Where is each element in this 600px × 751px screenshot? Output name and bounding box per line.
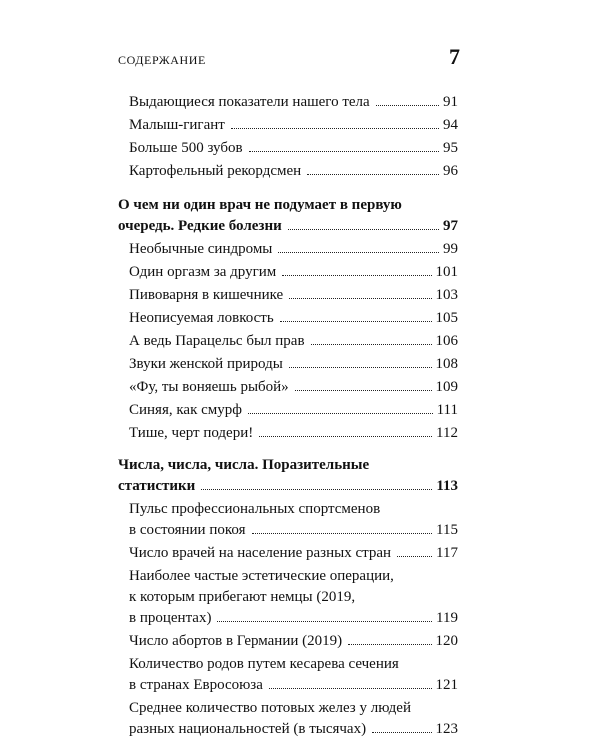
dot-leader	[201, 489, 432, 490]
dot-leader	[311, 344, 432, 345]
dot-leader	[307, 174, 439, 175]
toc-entry-row	[118, 476, 458, 497]
dot-leader	[397, 556, 432, 557]
toc-entry-row	[129, 377, 458, 398]
toc-entry-page: 101	[435, 264, 458, 280]
toc-entry	[118, 115, 458, 136]
dot-leader	[248, 413, 433, 414]
dot-leader	[376, 105, 439, 106]
toc-entry-page: 121	[435, 677, 458, 693]
toc-entry-title: Картофельный рекордсмен	[129, 163, 302, 179]
toc-entry-page: 94	[443, 117, 458, 133]
toc-entry-page: 106	[435, 333, 458, 349]
toc-section-rare-diseases	[118, 195, 458, 444]
toc-entry-page: 105	[435, 310, 458, 326]
dot-leader	[289, 367, 432, 368]
toc-entry-title: разных национальностей (в тысячах)	[129, 721, 367, 737]
toc-entry-page: 108	[435, 356, 458, 372]
dot-leader	[269, 688, 432, 689]
toc-entry-title: Один оргазм за другим	[129, 264, 277, 280]
toc-entry-row	[129, 543, 458, 564]
toc-entry	[118, 285, 458, 306]
toc-entry-page: 111	[436, 402, 458, 418]
section-title	[118, 455, 458, 497]
toc-entry-title: Выдающиеся показатели нашего тела	[129, 94, 370, 110]
toc-entry-row	[129, 423, 458, 444]
toc-entry-page: 109	[435, 379, 458, 395]
toc-entry-title: очередь. Редкие болезни	[118, 218, 282, 234]
toc-entry-page: 120	[435, 633, 458, 649]
toc-entry-title: Синяя, как смурф	[129, 402, 242, 418]
toc-entry-title: Число врачей на население разных стран	[129, 545, 392, 561]
toc-entry-title: в процентах)	[129, 610, 212, 626]
running-header-title: СОДЕРЖАНИЕ	[118, 53, 206, 67]
toc-entry-row	[129, 675, 458, 696]
toc-entry-line: Количество родов путем кесарева сечения	[129, 656, 399, 672]
toc-entry-page: 123	[435, 721, 458, 737]
toc-entry-title: Малыш-гигант	[129, 117, 225, 133]
toc-entry	[118, 698, 458, 740]
toc-entry	[118, 377, 458, 398]
dot-leader	[278, 252, 439, 253]
toc-entry-row	[129, 331, 458, 352]
toc-entry-title: в странах Евросоюза	[129, 677, 263, 693]
toc-entry-page: 91	[443, 94, 458, 110]
toc-entry	[118, 400, 458, 421]
toc-entry-page: 115	[436, 522, 458, 538]
toc-entry	[118, 499, 458, 541]
toc-entry-row	[129, 92, 458, 113]
dot-leader	[282, 275, 431, 276]
toc-entry-line: Числа, числа, числа. Поразительные	[118, 457, 370, 473]
toc-entry-page: 119	[436, 610, 458, 626]
toc-entry-row	[129, 115, 458, 136]
toc-group-main	[118, 92, 458, 182]
toc-entry	[118, 161, 458, 182]
toc-entry-title: Число абортов в Германии (2019)	[129, 633, 343, 649]
toc-entry-page: 112	[436, 425, 458, 441]
dot-leader	[295, 390, 432, 391]
toc-entry-page: 103	[435, 287, 458, 303]
dot-leader	[217, 621, 432, 622]
toc-entry	[118, 423, 458, 444]
dot-leader	[252, 533, 433, 534]
table-of-contents	[118, 92, 458, 751]
toc-entry	[118, 654, 458, 696]
toc-entry	[118, 543, 458, 564]
toc-entry-line: Пульс профессиональных спортсменов	[129, 501, 381, 517]
page-number: 7	[449, 44, 460, 69]
toc-entry-row	[118, 216, 458, 237]
toc-entry-row	[129, 138, 458, 159]
toc-entry-title: Тише, черт подери!	[129, 425, 254, 441]
dot-leader	[259, 436, 432, 437]
toc-entry-row	[129, 239, 458, 260]
toc-entry-row	[129, 608, 458, 629]
dot-leader	[231, 128, 439, 129]
toc-entry	[118, 92, 458, 113]
toc-entry-row	[129, 354, 458, 375]
dot-leader	[289, 298, 431, 299]
toc-entry	[118, 138, 458, 159]
toc-entry-title: Неописуемая ловкость	[129, 310, 274, 326]
dot-leader	[372, 732, 431, 733]
toc-entry-row	[129, 262, 458, 283]
toc-entry-page: 95	[443, 140, 458, 156]
toc-entry-title: Пивоварня в кишечнике	[129, 287, 284, 303]
dot-leader	[249, 151, 439, 152]
toc-entry-page: 113	[436, 478, 458, 494]
toc-entry-line: О чем ни один врач не подумает в первую	[118, 197, 402, 213]
toc-entry-row	[129, 400, 458, 421]
toc-entry	[118, 239, 458, 260]
toc-entry-row	[129, 161, 458, 182]
toc-entry-line: к которым прибегают немцы (2019,	[129, 589, 356, 605]
toc-entry	[118, 262, 458, 283]
toc-entry-title: в состоянии покоя	[129, 522, 246, 538]
toc-entry	[118, 308, 458, 329]
toc-entry-row	[129, 285, 458, 306]
dot-leader	[280, 321, 432, 322]
toc-entry-row	[129, 631, 458, 652]
toc-entry-page: 117	[436, 545, 458, 561]
toc-entry-line: Среднее количество потовых желез у людей	[129, 700, 411, 716]
toc-entry-row	[129, 719, 458, 740]
toc-entry	[118, 354, 458, 375]
toc-entry	[118, 566, 458, 629]
toc-entry-title: Необычные синдромы	[129, 241, 273, 257]
toc-entry-row	[129, 520, 458, 541]
dot-leader	[348, 644, 431, 645]
toc-entry-title: Звуки женской природы	[129, 356, 283, 372]
toc-entry	[118, 331, 458, 352]
toc-entry-title: статистики	[118, 478, 196, 494]
toc-entry-title: А ведь Парацельс был прав	[129, 333, 305, 349]
toc-entry	[118, 631, 458, 652]
toc-entry-page: 97	[443, 218, 458, 234]
toc-entry-title: Больше 500 зубов	[129, 140, 243, 156]
section-title	[118, 195, 458, 237]
toc-entry-row	[129, 308, 458, 329]
toc-entry-title: «Фу, ты воняешь рыбой»	[129, 379, 289, 395]
dot-leader	[288, 229, 439, 230]
toc-entry-line: Наиболее частые эстетические операции,	[129, 568, 394, 584]
toc-entry-page: 99	[443, 241, 458, 257]
toc-section-statistics	[118, 455, 458, 740]
toc-entry-page: 96	[443, 163, 458, 179]
